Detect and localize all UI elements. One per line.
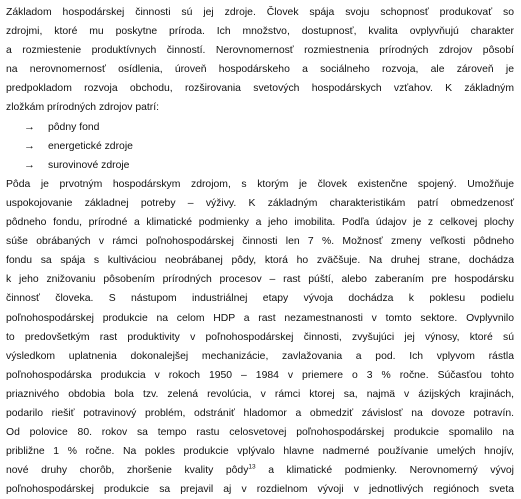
text-line: Od polovice 80. rokov sa tempo rastu celosvetovej poľnohospodárskej produkcie spomalilo na	[6, 427, 514, 439]
text-line: a rozmiestenie produktívnych činností. Nerovnomernosť rozmiestnenia prírodných zdrojov pôsobí	[6, 45, 514, 57]
list-item-label: pôdny fond	[48, 121, 100, 133]
list-item-label: surovinové zdroje	[48, 159, 130, 171]
cut-off-line: poľnohospodárskej produkcie sa prejavil aj v rozdielnom vývoji v jednotlivých regiónoch sveta	[6, 484, 514, 496]
arrow-icon: →	[24, 139, 35, 152]
list-item	[6, 118, 514, 137]
text-line: zdrojmi, ktoré mu poskytne príroda. Ich množstvo, dostupnosť, kvalita ovplyvňujú charakter	[6, 26, 514, 38]
text-segment: a klimatické podmienky. Nerovnomerný vývoj	[255, 465, 514, 477]
list-item	[6, 137, 514, 156]
text-line: poľnohospodárskej produkcie na celom HDP a rast nezamestnanosti v tomto sektore. Ovplyvnilo	[6, 312, 514, 324]
soil-paragraph	[6, 175, 514, 496]
text-line: Základom hospodárskej činnosti sú jej zdroje. Človek spája svoju schopnosť produkovať so	[6, 7, 514, 18]
list-item-label: energetické zdroje	[48, 140, 133, 152]
footnote-reference: 13	[248, 463, 256, 471]
text-line: predpokladom rozvoja obchodu, rozširovania svetových hospodárskych vzťahov. K základným	[6, 83, 514, 95]
text-segment: nové druhy chorôb, zhoršenie kvality pôdy	[6, 465, 249, 477]
text-line: činnosť človeka. S nástupom industriálnej etapy vývoja dochádza k poklesu podielu	[6, 293, 514, 305]
text-line: Pôda je prvotným hospodárskym zdrojom, s ktorým je človek existenčne spojený. Umožňuje	[6, 178, 514, 190]
arrow-icon: →	[24, 120, 35, 133]
resource-list	[6, 118, 514, 175]
text-line: podarilo riešiť potravinový problém, odstrániť hladomor a obmedziť závislosť na dovoze potravín.	[6, 407, 514, 419]
text-line: uspokojovanie základnej potreby – výživy. K základným charakteristikám patrí obmedzenosť	[6, 197, 514, 209]
text-line: pôdneho fondu, prírodné a klimatické podmienky a jeho imobilita. Podľa údajov je z celkovej plochy	[6, 217, 514, 229]
text-line: priaznivého obdobia bola tzv. zelená revolúcia, v rámci ktorej sa, najmä v ázijských krajinách,	[6, 388, 514, 400]
text-line: k jeho znižovaniu pôsobením prírodných procesov – rast púští, alebo zaberaním pre hospodársku	[6, 274, 514, 286]
intro-paragraph	[6, 3, 514, 118]
text-line: fondu sa spája s kultiváciou neobrábanej pôdy, ktorá ho zväčšuje. Na druhej strane, dochádza	[6, 255, 514, 267]
text-line: približne 1 % ročne. Na pokles produkcie vplývalo hlavne nadmerné používanie umelých hnojív,	[6, 446, 514, 458]
text-line: výsledkom uplatnenia dokonalejšej mechanizácie, zavlažovania a pod. Ich vplyvom rástla	[6, 350, 514, 362]
text-line: súše obrábaných v rámci poľnohospodárskej činnosti len 7 %. Možnosť zmeny veľkosti pôdneho	[6, 236, 514, 248]
text-line: to predovšetkým rast produktivity v poľnohospodárskej činnosti, zvyšujúci jej výnosy, ktoré sú	[6, 331, 514, 343]
document-page	[6, 3, 514, 496]
text-line: poľnohospodárska produkcia v rokoch 1950 – 1984 v priemere o 3 % ročne. Súčasťou tohto	[6, 369, 514, 381]
list-item	[6, 156, 514, 175]
text-line: zložkám prírodných zdrojov patrí:	[6, 102, 160, 114]
arrow-icon: →	[24, 158, 35, 171]
text-line: na nerovnomernosť osídlenia, úroveň hospodárskeho a sociálneho rozvoja, ale zároveň je	[6, 64, 514, 76]
text-line-with-footnote	[6, 461, 514, 480]
